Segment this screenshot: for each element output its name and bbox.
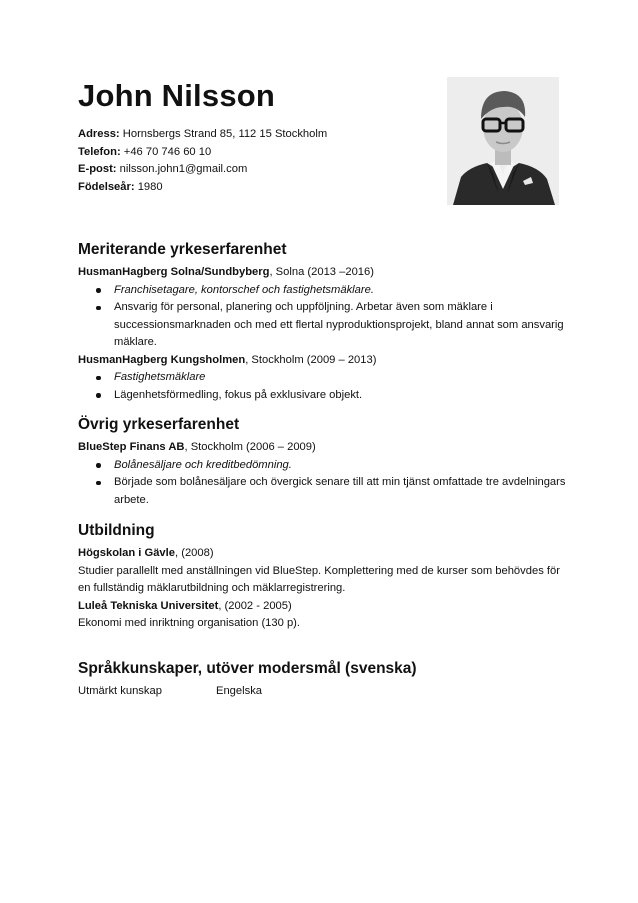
- school-name: Luleå Tekniska Universitet: [78, 599, 219, 612]
- employer-name: BlueStep Finans AB: [78, 441, 185, 453]
- job-bullets: [78, 282, 568, 352]
- list-item: Lägenhetsförmedling, fokus på exklusivare objekt.: [78, 387, 568, 405]
- portrait-illustration: [447, 77, 559, 205]
- education-entry: [78, 598, 568, 616]
- portrait-photo: [447, 77, 559, 205]
- person-name: John Nilsson: [78, 78, 276, 113]
- employer-name: HusmanHagberg Kungsholmen: [78, 353, 246, 366]
- list-item: Började som bolånesäljare och övergick senare till att min tjänst omfattade tre avdelningars arbete.: [78, 474, 568, 509]
- job-entry: [78, 439, 568, 457]
- address-row: [78, 126, 327, 144]
- job-bullets: [78, 369, 568, 404]
- email-value: nilsson.john1@gmail.com: [119, 163, 248, 175]
- contact-info: [78, 126, 327, 196]
- merit-experience-section: [78, 240, 568, 404]
- merit-experience-heading: Meriterande yrkeserfarenhet: [78, 241, 287, 258]
- email-label: E-post:: [78, 163, 117, 175]
- phone-row: [78, 144, 327, 162]
- languages-heading: Språkkunskaper, utöver modersmål (svenska): [78, 660, 417, 677]
- address-value: Hornsbergs Strand 85, 112 15 Stockholm: [122, 128, 328, 140]
- other-experience-section: [78, 415, 568, 509]
- employer-name: HusmanHagberg Solna/Sundbyberg: [78, 266, 270, 278]
- job-entry: [78, 264, 568, 282]
- job-details: , Stockholm (2006 – 2009): [184, 441, 316, 453]
- email-row: [78, 161, 327, 179]
- list-item: Bolånesäljare och kreditbedömning.: [78, 457, 568, 475]
- birth-year-value: 1980: [137, 180, 163, 193]
- language-row: [78, 683, 568, 701]
- birth-year-row: [78, 179, 327, 197]
- list-item: Ansvarig för personal, planering och uppföljning. Arbetar även som mäklare i successionsmarknaden och med ett flertal nyproduktionsprojekt, bland annat som ansvarig mäklare.: [78, 299, 568, 352]
- language-level: Utmärkt kunskap: [78, 685, 162, 697]
- job-bullets: [78, 457, 568, 510]
- education-details: , (2008): [175, 547, 214, 559]
- job-details: , Stockholm (2009 – 2013): [245, 353, 377, 366]
- list-item: Fastighetsmäklare: [78, 369, 568, 387]
- job-entry: [78, 352, 568, 370]
- languages-section: [78, 659, 568, 701]
- other-experience-heading: Övrig yrkeserfarenhet: [78, 416, 240, 433]
- address-label: Adress:: [78, 128, 120, 140]
- education-section: [78, 521, 568, 633]
- phone-value: +46 70 746 60 10: [123, 145, 212, 158]
- language-name: Engelska: [216, 685, 263, 697]
- education-entry: [78, 545, 568, 563]
- school-name: Högskolan i Gävle: [78, 547, 175, 559]
- education-description: Studier parallellt med anställningen vid BlueStep. Komplettering med de kurser som behövdes för en fullständig mäklarutbildning och mäklarregistrering.: [78, 564, 560, 594]
- education-details: , (2002 - 2005): [218, 599, 292, 612]
- list-item: Franchisetagare, kontorschef och fastighetsmäklare.: [78, 282, 568, 300]
- birth-year-label: Födelseår:: [78, 180, 135, 193]
- phone-label: Telefon:: [78, 145, 121, 158]
- job-details: , Solna (2013 –2016): [269, 266, 374, 278]
- education-heading: Utbildning: [78, 522, 155, 539]
- education-description: Ekonomi med inriktning organisation (130 p).: [78, 617, 301, 629]
